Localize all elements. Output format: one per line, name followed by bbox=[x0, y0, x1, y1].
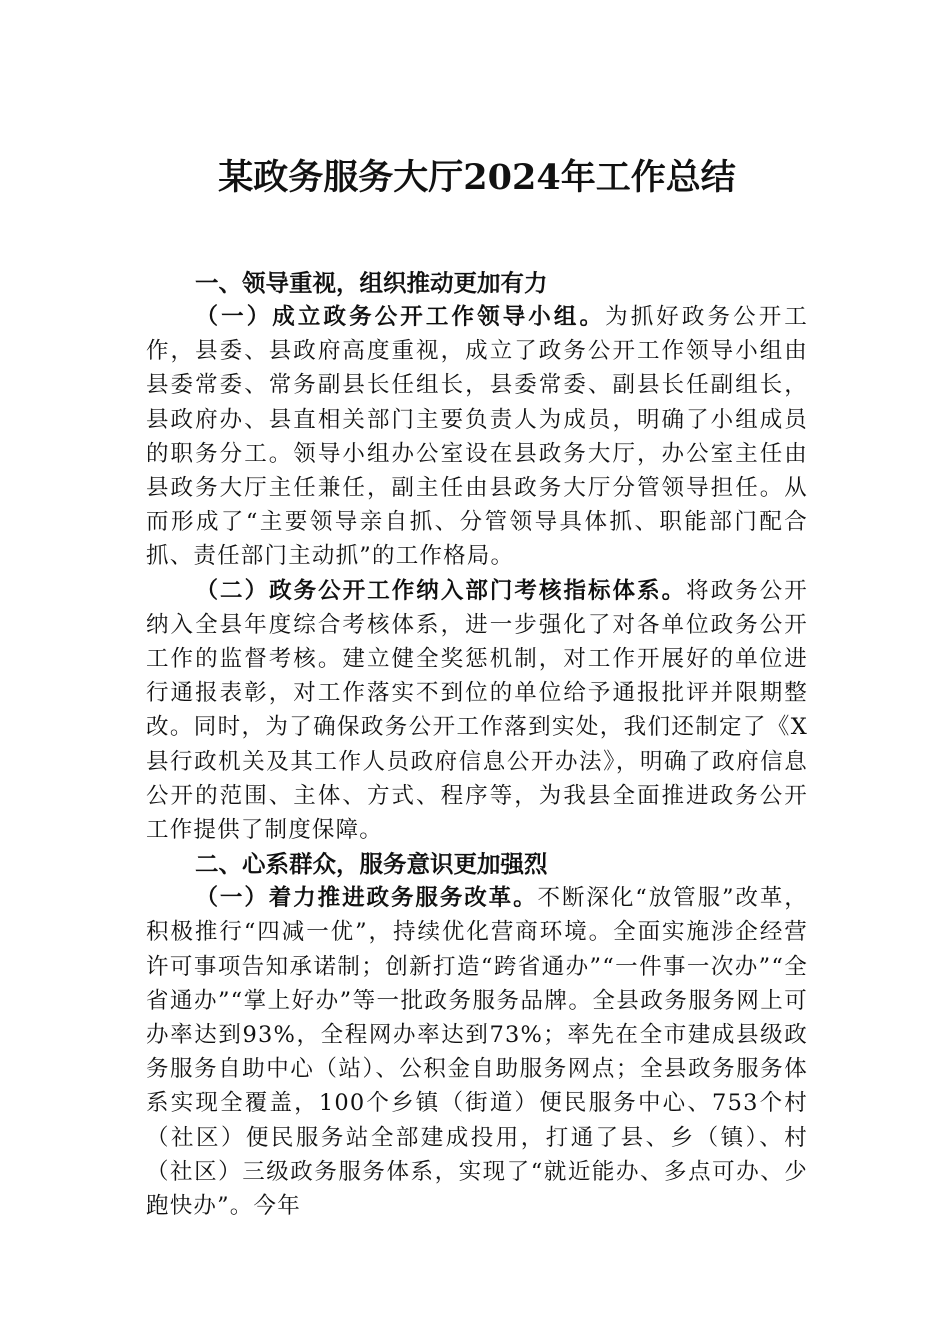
paragraph-lead: （一）成立政务公开工作领导小组。 bbox=[195, 304, 606, 330]
paragraph bbox=[146, 300, 808, 574]
paragraph-body: 不断深化“放管服”改革，积极推行“四减一优”，持续优化营商环境。全面实施涉企经营许可事项告知承诺制；创新打造“跨省通办”“一件事一次办”“全省通办”“掌上好办”等一批政务服务品牌。全县政务服务网上可办率达到93%，全程网办率达到73%；率先在全市建成县级政务服务自助中心（站）、公积金自助服务网点；全县政务服务体系实现全覆盖，100个乡镇（街道）便民服务中心、753个村（社区）便民服务站全部建成投用，打通了县、乡（镇）、村（社区）三级政务服务体系，实现了“就近能办、多点可办、少跑快办”。今年 bbox=[146, 885, 808, 1220]
section-heading: 一、领导重视，组织推动更加有力 bbox=[195, 269, 548, 297]
paragraph-body: 为抓好政务公开工作，县委、县政府高度重视，成立了政务公开工作领导小组由县委常委、常务副县长任组长，县委常委、副县长任副组长，县政府办、县直相关部门主要负责人为成员，明确了小组成员的职务分工。领导小组办公室设在县政务大厅，办公室主任由县政务大厅主任兼任，副主任由县政务大厅分管领导担任。从而形成了“主要领导亲自抓、分管领导具体抓、职能部门配合抓、责任部门主动抓”的工作格局。 bbox=[146, 304, 808, 570]
section-2 bbox=[146, 847, 808, 1223]
paragraph bbox=[146, 881, 808, 1223]
paragraph bbox=[146, 574, 808, 848]
section-1 bbox=[146, 266, 808, 847]
paragraph-lead: （二）政务公开工作纳入部门考核指标体系。 bbox=[195, 577, 687, 604]
paragraph-body: 将政务公开纳入全县年度综合考核体系，进一步强化了对各单位政务公开工作的监督考核。建立健全奖惩机制，对工作开展好的单位进行通报表彰，对工作落实不到位的单位给予通报批评并限期整改。同时，为了确保政务公开工作落到实处，我们还制定了《X县行政机关及其工作人员政府信息公开办法》，明确了政府信息公开的范围、主体、方式、程序等，为我县全面推进政务公开工作提供了制度保障。 bbox=[146, 577, 808, 844]
document-page bbox=[146, 150, 808, 1223]
document-title: 某政务服务大厅2024年工作总结 bbox=[218, 157, 736, 198]
paragraph-lead: （一）着力推进政务服务改革。 bbox=[195, 885, 538, 912]
section-heading: 二、心系群众，服务意识更加强烈 bbox=[195, 850, 548, 879]
